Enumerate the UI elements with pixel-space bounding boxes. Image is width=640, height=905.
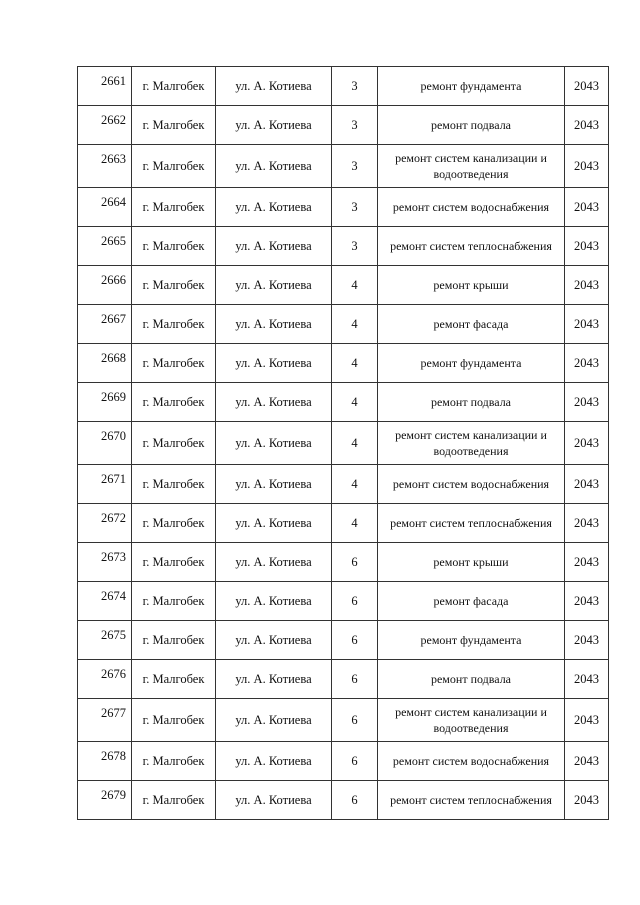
year-cell: 2043 [565,383,609,422]
year-cell: 2043 [565,145,609,188]
table-row [78,106,609,145]
table-row [78,465,609,504]
table-row [78,266,609,305]
street-cell: ул. А. Котиева [216,305,332,344]
year-cell: 2043 [565,344,609,383]
city-cell: г. Малгобек [132,305,216,344]
city-cell: г. Малгобек [132,227,216,266]
year-cell: 2043 [565,106,609,145]
house-number-cell: 4 [332,465,378,504]
house-number-cell: 4 [332,504,378,543]
table-row [78,660,609,699]
row-number: 2665 [78,227,132,266]
table-row [78,781,609,820]
house-number-cell: 6 [332,621,378,660]
city-cell: г. Малгобек [132,188,216,227]
work-type-cell: ремонт систем водоснабжения [378,465,565,504]
street-cell: ул. А. Котиева [216,660,332,699]
table-row [78,305,609,344]
row-number: 2679 [78,781,132,820]
city-cell: г. Малгобек [132,145,216,188]
street-cell: ул. А. Котиева [216,543,332,582]
year-cell: 2043 [565,67,609,106]
work-type-cell: ремонт фундамента [378,621,565,660]
street-cell: ул. А. Котиева [216,582,332,621]
city-cell: г. Малгобек [132,106,216,145]
work-type-cell: ремонт подвала [378,383,565,422]
house-number-cell: 3 [332,188,378,227]
row-number: 2666 [78,266,132,305]
table-row [78,344,609,383]
table-row [78,422,609,465]
work-type-cell: ремонт подвала [378,660,565,699]
house-number-cell: 4 [332,344,378,383]
house-number-cell: 4 [332,383,378,422]
house-number-cell: 4 [332,266,378,305]
work-type-cell: ремонт подвала [378,106,565,145]
work-type-cell: ремонт систем канализации и водоотведения [378,422,565,465]
row-number: 2673 [78,543,132,582]
work-type-cell: ремонт крыши [378,266,565,305]
house-number-cell: 3 [332,106,378,145]
table-row [78,582,609,621]
row-number: 2670 [78,422,132,465]
year-cell: 2043 [565,305,609,344]
street-cell: ул. А. Котиева [216,465,332,504]
house-number-cell: 4 [332,422,378,465]
street-cell: ул. А. Котиева [216,781,332,820]
house-number-cell: 6 [332,660,378,699]
city-cell: г. Малгобек [132,383,216,422]
house-number-cell: 6 [332,543,378,582]
work-type-cell: ремонт систем водоснабжения [378,188,565,227]
row-number: 2677 [78,699,132,742]
street-cell: ул. А. Котиева [216,383,332,422]
year-cell: 2043 [565,504,609,543]
table-row [78,504,609,543]
city-cell: г. Малгобек [132,660,216,699]
year-cell: 2043 [565,543,609,582]
repair-schedule-table [77,66,609,820]
row-number: 2676 [78,660,132,699]
table-row [78,742,609,781]
work-type-cell: ремонт фундамента [378,344,565,383]
city-cell: г. Малгобек [132,422,216,465]
street-cell: ул. А. Котиева [216,504,332,543]
table-row [78,227,609,266]
table-row [78,621,609,660]
street-cell: ул. А. Котиева [216,344,332,383]
street-cell: ул. А. Котиева [216,742,332,781]
year-cell: 2043 [565,660,609,699]
house-number-cell: 3 [332,227,378,266]
house-number-cell: 4 [332,305,378,344]
row-number: 2678 [78,742,132,781]
row-number: 2662 [78,106,132,145]
work-type-cell: ремонт систем теплоснабжения [378,781,565,820]
city-cell: г. Малгобек [132,67,216,106]
row-number: 2664 [78,188,132,227]
house-number-cell: 6 [332,582,378,621]
city-cell: г. Малгобек [132,621,216,660]
house-number-cell: 6 [332,781,378,820]
row-number: 2674 [78,582,132,621]
street-cell: ул. А. Котиева [216,188,332,227]
work-type-cell: ремонт фундамента [378,67,565,106]
year-cell: 2043 [565,742,609,781]
street-cell: ул. А. Котиева [216,227,332,266]
year-cell: 2043 [565,582,609,621]
city-cell: г. Малгобек [132,699,216,742]
work-type-cell: ремонт систем канализации и водоотведения [378,145,565,188]
year-cell: 2043 [565,188,609,227]
street-cell: ул. А. Котиева [216,67,332,106]
street-cell: ул. А. Котиева [216,266,332,305]
work-type-cell: ремонт систем теплоснабжения [378,504,565,543]
street-cell: ул. А. Котиева [216,699,332,742]
city-cell: г. Малгобек [132,742,216,781]
city-cell: г. Малгобек [132,582,216,621]
year-cell: 2043 [565,227,609,266]
house-number-cell: 6 [332,699,378,742]
table-row [78,67,609,106]
house-number-cell: 6 [332,742,378,781]
work-type-cell: ремонт фасада [378,305,565,344]
city-cell: г. Малгобек [132,781,216,820]
year-cell: 2043 [565,781,609,820]
city-cell: г. Малгобек [132,543,216,582]
work-type-cell: ремонт систем канализации и водоотведения [378,699,565,742]
year-cell: 2043 [565,422,609,465]
work-type-cell: ремонт систем водоснабжения [378,742,565,781]
table-row [78,145,609,188]
table-row [78,543,609,582]
city-cell: г. Малгобек [132,344,216,383]
row-number: 2668 [78,344,132,383]
house-number-cell: 3 [332,145,378,188]
work-type-cell: ремонт крыши [378,543,565,582]
year-cell: 2043 [565,699,609,742]
year-cell: 2043 [565,465,609,504]
row-number: 2672 [78,504,132,543]
row-number: 2675 [78,621,132,660]
row-number: 2667 [78,305,132,344]
year-cell: 2043 [565,621,609,660]
table-row [78,699,609,742]
row-number: 2669 [78,383,132,422]
street-cell: ул. А. Котиева [216,422,332,465]
street-cell: ул. А. Котиева [216,145,332,188]
table-row [78,188,609,227]
row-number: 2663 [78,145,132,188]
house-number-cell: 3 [332,67,378,106]
year-cell: 2043 [565,266,609,305]
work-type-cell: ремонт фасада [378,582,565,621]
street-cell: ул. А. Котиева [216,106,332,145]
table-row [78,383,609,422]
city-cell: г. Малгобек [132,465,216,504]
work-type-cell: ремонт систем теплоснабжения [378,227,565,266]
city-cell: г. Малгобек [132,266,216,305]
row-number: 2671 [78,465,132,504]
street-cell: ул. А. Котиева [216,621,332,660]
city-cell: г. Малгобек [132,504,216,543]
row-number: 2661 [78,67,132,106]
